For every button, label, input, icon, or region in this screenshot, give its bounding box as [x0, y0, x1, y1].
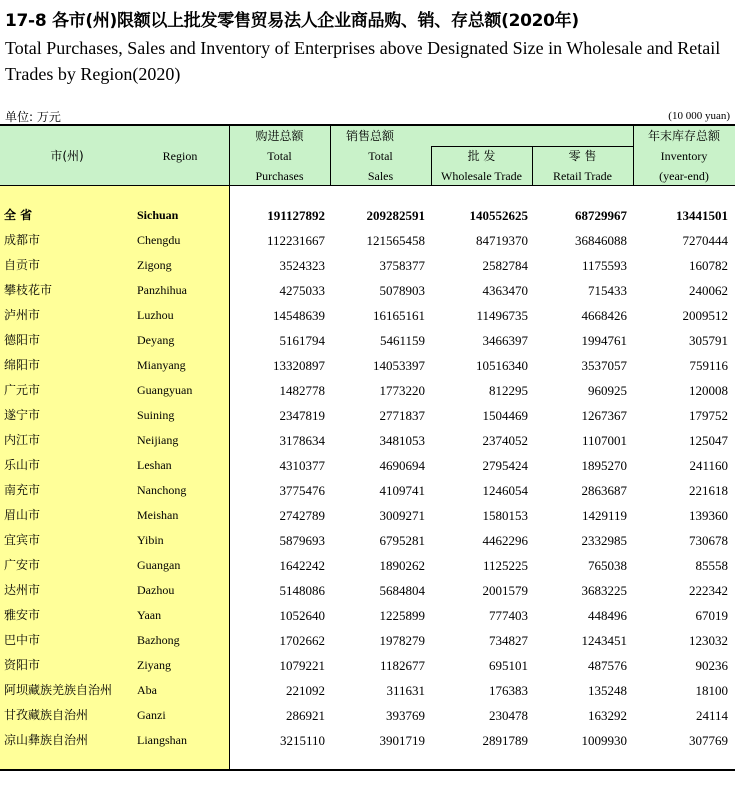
table-row: [0, 628, 735, 653]
header-wholesale-cn: 批 发: [467, 149, 496, 163]
inventory-value: 179752: [689, 408, 728, 423]
sales-value: 209282591: [366, 208, 425, 223]
region-name-cn: 巴中市: [4, 633, 41, 647]
purchases-value: 14548639: [273, 308, 325, 323]
region-name-en: Yaan: [137, 608, 162, 622]
retail-value: 1994761: [581, 333, 627, 348]
inventory-value: 125047: [689, 433, 728, 448]
sales-value: 14053397: [373, 358, 425, 373]
table-row: [0, 728, 735, 753]
purchases-value: 112231667: [266, 233, 325, 248]
wholesale-value: 140552625: [469, 208, 528, 223]
retail-value: 36846088: [575, 233, 627, 248]
region-name-en: Ganzi: [137, 708, 166, 722]
region-name-cn: 达州市: [4, 583, 41, 597]
sales-value: 1890262: [379, 558, 425, 573]
purchases-value: 1642242: [279, 558, 325, 573]
purchases-value: 5148086: [279, 583, 325, 598]
wholesale-value: 1246054: [482, 483, 528, 498]
table-row: [0, 553, 735, 578]
region-name-en: Bazhong: [137, 633, 180, 647]
inventory-value: 307769: [689, 733, 728, 748]
wholesale-value: 11496735: [476, 308, 528, 323]
sales-value: 393769: [386, 708, 425, 723]
region-name-en: Yibin: [137, 533, 164, 547]
retail-value: 960925: [588, 383, 627, 398]
region-name-cn: 广安市: [4, 558, 41, 572]
region-name-cn: 自贡市: [4, 258, 41, 272]
wholesale-value: 2795424: [482, 458, 528, 473]
retail-value: 1895270: [581, 458, 627, 473]
wholesale-value: 777403: [489, 608, 528, 623]
region-name-en: Guangan: [137, 558, 181, 572]
region-name-en: Dazhou: [137, 583, 175, 597]
inventory-value: 67019: [695, 608, 728, 623]
region-name-cn: 内江市: [4, 433, 41, 447]
retail-value: 3683225: [581, 583, 627, 598]
purchases-value: 1079221: [279, 658, 325, 673]
retail-value: 68729967: [575, 208, 627, 223]
header-inventory-en1: Inventory: [660, 149, 708, 163]
retail-value: 1009930: [581, 733, 627, 748]
sales-value: 311631: [386, 683, 425, 698]
sales-value: 1773220: [379, 383, 425, 398]
region-name-en: Liangshan: [137, 733, 187, 747]
region-name-cn: 甘孜藏族自治州: [4, 708, 89, 722]
header-wholesale-en: Wholesale Trade: [441, 169, 522, 183]
inventory-value: 24114: [695, 708, 728, 723]
region-name-en: Luzhou: [137, 308, 174, 322]
region-name-cn: 广元市: [4, 383, 41, 397]
wholesale-value: 1125225: [482, 558, 528, 573]
purchases-value: 5161794: [279, 333, 325, 348]
table-row: [0, 278, 735, 303]
sales-value: 5461159: [379, 333, 425, 348]
purchases-value: 221092: [286, 683, 325, 698]
purchases-value: 13320897: [273, 358, 325, 373]
purchases-value: 4275033: [279, 283, 325, 298]
region-name-cn: 阿坝藏族羌族自治州: [4, 683, 113, 697]
header-purchases-en2: Purchases: [255, 169, 304, 183]
wholesale-value: 2001579: [482, 583, 528, 598]
retail-value: 163292: [588, 708, 627, 723]
purchases-value: 1482778: [279, 383, 325, 398]
wholesale-value: 2891789: [482, 733, 528, 748]
region-name-en: Leshan: [137, 458, 172, 472]
purchases-value: 3178634: [279, 433, 325, 448]
table-title-en: Total Purchases, Sales and Inventory of Enterprises above Designated Size in Wholesale and Retail Trades by Region(2020): [5, 38, 721, 84]
header-retail-cn: 零 售: [568, 149, 597, 163]
sales-value: 4690694: [379, 458, 425, 473]
retail-value: 2332985: [581, 533, 627, 548]
sales-value: 4109741: [379, 483, 425, 498]
header-sales-cn: 销售总额: [345, 129, 394, 143]
table-row: [0, 703, 735, 728]
retail-value: 4668426: [581, 308, 627, 323]
sales-value: 1182677: [379, 658, 425, 673]
region-name-cn: 眉山市: [4, 508, 41, 522]
purchases-value: 1052640: [279, 608, 325, 623]
region-name-cn: 德阳市: [4, 333, 41, 347]
purchases-value: 1702662: [279, 633, 325, 648]
unit-label-en: (10 000 yuan): [668, 110, 730, 122]
sales-value: 2771837: [379, 408, 425, 423]
region-name-en: Aba: [137, 683, 157, 697]
inventory-value: 7270444: [682, 233, 728, 248]
inventory-value: 160782: [689, 258, 728, 273]
purchases-value: 3215110: [279, 733, 325, 748]
wholesale-value: 2582784: [482, 258, 528, 273]
region-name-en: Mianyang: [137, 358, 186, 372]
table-row: [0, 328, 735, 353]
region-name-cn: 雅安市: [4, 608, 41, 622]
region-name-cn: 绵阳市: [4, 358, 41, 372]
purchases-value: 191127892: [267, 208, 325, 223]
purchases-value: 2742789: [279, 508, 325, 523]
region-name-en: Zigong: [137, 258, 172, 272]
inventory-value: 730678: [689, 533, 728, 548]
region-name-en: Nanchong: [137, 483, 187, 497]
bottom-rule: [0, 769, 735, 771]
wholesale-value: 84719370: [476, 233, 528, 248]
header-retail-en: Retail Trade: [553, 169, 612, 183]
table-row: [0, 403, 735, 428]
wholesale-value: 10516340: [476, 358, 528, 373]
purchases-value: 2347819: [279, 408, 325, 423]
region-name-en: Suining: [137, 408, 175, 422]
header-city-cn: 市(州): [50, 149, 84, 163]
wholesale-value: 2374052: [482, 433, 528, 448]
retail-value: 1243451: [581, 633, 627, 648]
table-row: [0, 453, 735, 478]
region-name-en: Panzhihua: [137, 283, 187, 297]
wholesale-value: 176383: [489, 683, 528, 698]
sales-value: 3758377: [379, 258, 425, 273]
region-name-en: Guangyuan: [137, 383, 193, 397]
table-row: [0, 503, 735, 528]
region-name-cn: 泸州市: [4, 308, 41, 322]
table-row: [0, 303, 735, 328]
header-inventory-cn: 年末库存总额: [647, 129, 720, 143]
region-name-cn: 成都市: [4, 233, 41, 247]
purchases-value: 4310377: [279, 458, 325, 473]
inventory-value: 85558: [695, 558, 728, 573]
inventory-value: 240062: [689, 283, 728, 298]
retail-value: 448496: [588, 608, 627, 623]
region-name-cn: 凉山彝族自治州: [4, 733, 89, 747]
wholesale-value: 695101: [489, 658, 528, 673]
inventory-value: 139360: [689, 508, 728, 523]
retail-value: 715433: [588, 283, 627, 298]
wholesale-value: 230478: [489, 708, 528, 723]
region-name-cn: 南充市: [4, 483, 41, 497]
inventory-value: 18100: [695, 683, 728, 698]
region-name-cn: 乐山市: [4, 458, 41, 472]
header-sales-en2: Sales: [367, 169, 394, 183]
purchases-value: 5879693: [279, 533, 325, 548]
inventory-value: 120008: [689, 383, 728, 398]
inventory-value: 13441501: [676, 208, 728, 223]
retail-value: 3537057: [581, 358, 627, 373]
inventory-value: 222342: [689, 583, 728, 598]
retail-value: 1107001: [581, 433, 627, 448]
unit-label-cn: 单位: 万元: [5, 110, 61, 124]
wholesale-value: 812295: [489, 383, 528, 398]
header-inventory-en2: (year-end): [659, 169, 709, 183]
table-row: [0, 678, 735, 703]
wholesale-value: 4462296: [482, 533, 528, 548]
retail-value: 2863687: [581, 483, 627, 498]
purchases-value: 3524323: [279, 258, 325, 273]
table-row: [0, 653, 735, 678]
header-region-en: Region: [162, 149, 198, 163]
table-row: [0, 353, 735, 378]
sales-value: 6795281: [379, 533, 425, 548]
sales-value: 1225899: [379, 608, 425, 623]
wholesale-value: 1580153: [482, 508, 528, 523]
retail-value: 1429119: [581, 508, 627, 523]
table-row-total: [0, 203, 735, 228]
table-row: [0, 578, 735, 603]
header-purchases-cn: 购进总额: [255, 129, 304, 143]
region-name-cn: 资阳市: [4, 658, 41, 672]
header-sales-en1: Total: [368, 149, 393, 163]
purchases-value: 3775476: [279, 483, 325, 498]
region-name-en: Deyang: [137, 333, 175, 347]
inventory-value: 305791: [689, 333, 728, 348]
region-name-en: Chengdu: [137, 233, 181, 247]
wholesale-value: 4363470: [482, 283, 528, 298]
inventory-value: 123032: [689, 633, 728, 648]
sales-value: 1978279: [379, 633, 425, 648]
inventory-value: 241160: [689, 458, 728, 473]
region-name-en: Ziyang: [137, 658, 171, 672]
sales-value: 121565458: [366, 233, 425, 248]
inventory-value: 2009512: [682, 308, 728, 323]
region-name-en: Meishan: [137, 508, 179, 522]
inventory-value: 221618: [689, 483, 728, 498]
region-name-cn: 遂宁市: [4, 408, 41, 422]
table-row: [0, 253, 735, 278]
sales-value: 5078903: [379, 283, 425, 298]
wholesale-value: 3466397: [482, 333, 528, 348]
table-row: [0, 378, 735, 403]
region-name-cn: 攀枝花市: [4, 283, 53, 297]
table-row: [0, 528, 735, 553]
sales-value: 3481053: [379, 433, 425, 448]
region-name-cn: 宜宾市: [4, 533, 41, 547]
wholesale-value: 1504469: [482, 408, 528, 423]
retail-value: 765038: [588, 558, 627, 573]
sales-value: 16165161: [373, 308, 425, 323]
retail-value: 1175593: [581, 258, 627, 273]
purchases-value: 286921: [286, 708, 325, 723]
sales-value: 3901719: [379, 733, 425, 748]
retail-value: 487576: [588, 658, 627, 673]
sales-value: 3009271: [379, 508, 425, 523]
region-name-en: Neijiang: [137, 433, 179, 447]
table-row: [0, 428, 735, 453]
table-row: [0, 228, 735, 253]
table-title-cn: 17-8 各市(州)限额以上批发零售贸易法人企业商品购、销、存总额(2020年): [5, 11, 579, 31]
region-name-en: Sichuan: [137, 208, 179, 222]
retail-value: 135248: [588, 683, 627, 698]
table-row: [0, 603, 735, 628]
retail-value: 1267367: [581, 408, 627, 423]
table-row: [0, 478, 735, 503]
inventory-value: 759116: [689, 358, 728, 373]
header-purchases-en1: Total: [267, 149, 292, 163]
sales-value: 5684804: [379, 583, 425, 598]
region-name-cn: 全 省: [4, 208, 33, 222]
wholesale-value: 734827: [489, 633, 528, 648]
inventory-value: 90236: [695, 658, 728, 673]
